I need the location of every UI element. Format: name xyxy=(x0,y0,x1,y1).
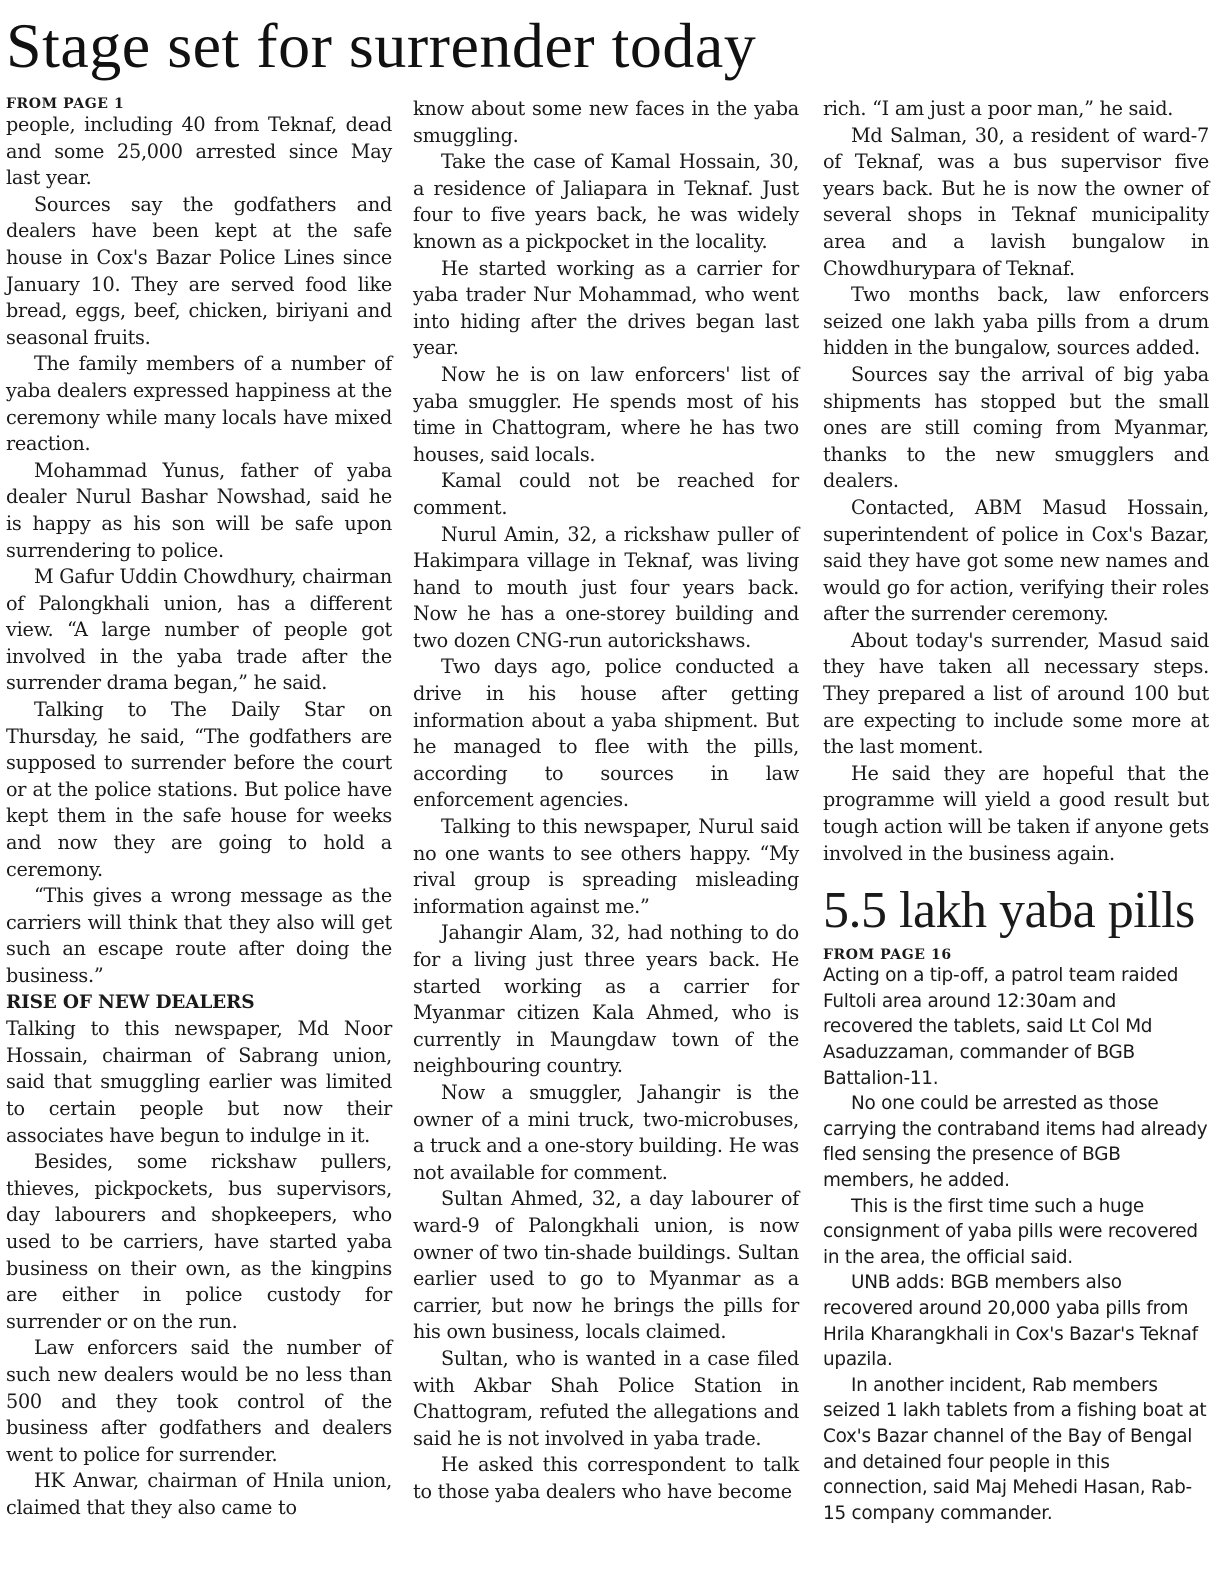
paragraph: Talking to this newspaper, Md Noor Hossain, chairman of Sabrang union, said that smuggling earlier was limited to certain people but now their associates have begun to indulge in it. xyxy=(6,1017,392,1147)
paragraph: This is the first time such a huge consignment of yaba pills were recovered in the area, the official said. xyxy=(823,1195,1198,1268)
headline: Stage set for surrender today xyxy=(6,10,757,81)
paragraph: He said they are hopeful that the programme will yield a good result but tough action will be taken if anyone gets involved in the business again. xyxy=(823,761,1209,865)
paragraph: Two days ago, police conducted a drive in his house after getting information about a yaba shipment. But he managed to flee with the pills, according to sources in law enforcement agencies. xyxy=(413,655,799,812)
paragraph: Law enforcers said the number of such new dealers would be no less than 500 and they took control of the business after godfathers and dealers went to police for surrender. xyxy=(6,1336,392,1466)
paragraph: know about some new faces in the yaba smuggling. xyxy=(413,97,799,147)
column-3 xyxy=(823,96,1209,1526)
secondary-story xyxy=(823,963,1209,1526)
paragraph: No one could be arrested as those carrying the contraband items had already fled sensing the presence of BGB members, he added. xyxy=(823,1093,1208,1191)
jump-line: FROM PAGE 1 xyxy=(6,96,125,112)
paragraph: Nurul Amin, 32, a rickshaw puller of Hakimpara village in Teknaf, was living hand to mouth just four years back. Now he has a one-storey building and two dozen CNG-run autorickshaws. xyxy=(413,522,799,652)
paragraph: Now he is on law enforcers' list of yaba smuggler. He spends most of his time in Chattogram, where he has two houses, said locals. xyxy=(413,362,799,466)
paragraph: M Gafur Uddin Chowdhury, chairman of Palongkhali union, has a different view. “A large number of people got involved in the yaba trade after the surrender drama began,” he said. xyxy=(6,565,392,695)
paragraph: He asked this correspondent to talk to those yaba dealers who have become xyxy=(413,1453,799,1503)
paragraph: Kamal could not be reached for comment. xyxy=(413,469,799,519)
paragraph: HK Anwar, chairman of Hnila union, claimed that they also came to xyxy=(6,1469,392,1519)
column-1 xyxy=(6,96,392,1521)
paragraph: Now a smuggler, Jahangir is the owner of a mini truck, two-microbuses, a truck and a one-story building. He was not available for comment. xyxy=(413,1080,800,1184)
paragraph: UNB adds: BGB members also recovered around 20,000 yaba pills from Hrila Kharangkhali in Cox's Bazar's Teknaf upazila. xyxy=(823,1272,1198,1371)
paragraph: Mohammad Yunus, father of yaba dealer Nurul Bashar Nowshad, said he is happy as his son will be safe upon surrendering to police. xyxy=(6,458,392,562)
paragraph: Talking to this newspaper, Nurul said no one wants to see others happy. “My rival group is spreading misleading information against me.” xyxy=(413,815,799,918)
paragraph: In another incident, Rab members seized 1 lakh tablets from a fishing boat at Cox's Bazar channel of the Bay of Bengal and detained four people in this connection, said Maj Mehedi Hasan, Rab-15 company commander. xyxy=(823,1374,1207,1524)
paragraph: “This gives a wrong message as the carriers will think that they also will get such an escape route after doing the business.” xyxy=(6,884,392,987)
paragraph: The family members of a number of yaba dealers expressed happiness at the ceremony while many locals have mixed reaction. xyxy=(6,352,392,456)
paragraph: About today's surrender, Masud said they have taken all necessary steps. They prepared a list of around 100 but are expecting to include some more at the last moment. xyxy=(823,628,1209,759)
paragraph: Md Salman, 30, a resident of ward-7 of Teknaf, was a bus supervisor five years back. But he is now the owner of several shops in Teknaf municipality area and a lavish bungalow in Chowdhurypara of Teknaf. xyxy=(823,123,1209,280)
secondary-headline: 5.5 lakh yaba pills xyxy=(823,882,1195,940)
paragraph: Sources say the godfathers and dealers have been kept at the safe house in Cox's Bazar Police Lines since January 10. They are served food like bread, eggs, beef, chicken, biriyani and seasonal fruits. xyxy=(6,192,392,349)
paragraph: Sources say the arrival of big yaba shipments has stopped but the small ones are still coming from Myanmar, thanks to the new smugglers and dealers. xyxy=(823,362,1209,493)
paragraph: Contacted, ABM Masud Hossain, superintendent of police in Cox's Bazar, said they have got some new names and would go for action, verifying their roles after the surrender ceremony. xyxy=(823,495,1209,626)
paragraph: Talking to The Daily Star on Thursday, he said, “The godfathers are supposed to surrender before the court or at the police stations. But police have kept them in the safe house for weeks and now they are going to hold a ceremony. xyxy=(6,698,392,881)
paragraph: Jahangir Alam, 32, had nothing to do for a living just three years back. He started working as a carrier for Myanmar citizen Kala Ahmed, who is currently in Maungdaw town of the neighbouring country. xyxy=(413,921,799,1078)
paragraph: Sultan, who is wanted in a case filed with Akbar Shah Police Station in Chattogram, refuted the allegations and said he is not involved in yaba trade. xyxy=(413,1346,799,1450)
subheading: RISE OF NEW DEALERS xyxy=(6,991,255,1013)
paragraph: He started working as a carrier for yaba trader Nur Mohammad, who went into hiding after the drives began last year. xyxy=(413,256,799,360)
paragraph: Take the case of Kamal Hossain, 30, a residence of Jaliapara in Teknaf. Just four to five years back, he was widely known as a pickpocket in the locality. xyxy=(413,150,799,253)
paragraph: people, including 40 from Teknaf, dead and some 25,000 arrested since May last year. xyxy=(6,113,392,190)
paragraph: Besides, some rickshaw pullers, thieves, pickpockets, bus supervisors, day labourers and shopkeepers, who used to be carriers, have started yaba business on their own, as the kingpins are either in police custody for surrender or on the run. xyxy=(6,1150,392,1333)
paragraph: Acting on a tip-off, a patrol team raided Fultoli area around 12:30am and recovered the tablets, said Lt Col Md Asaduzzaman, commander of BGB Battalion-11. xyxy=(823,965,1179,1089)
column-2 xyxy=(413,96,799,1505)
jump-line: FROM PAGE 16 xyxy=(823,947,952,964)
paragraph: rich. “I am just a poor man,” he said. xyxy=(823,97,1174,120)
paragraph: Two months back, law enforcers seized one lakh yaba pills from a drum hidden in the bungalow, sources added. xyxy=(823,283,1209,360)
paragraph: Sultan Ahmed, 32, a day labourer of ward-9 of Palongkhali union, is now owner of two tin-shade buildings. Sultan earlier used to go to Myanmar as a carrier, but now he brings the pills for his own business, locals claimed. xyxy=(413,1187,799,1344)
